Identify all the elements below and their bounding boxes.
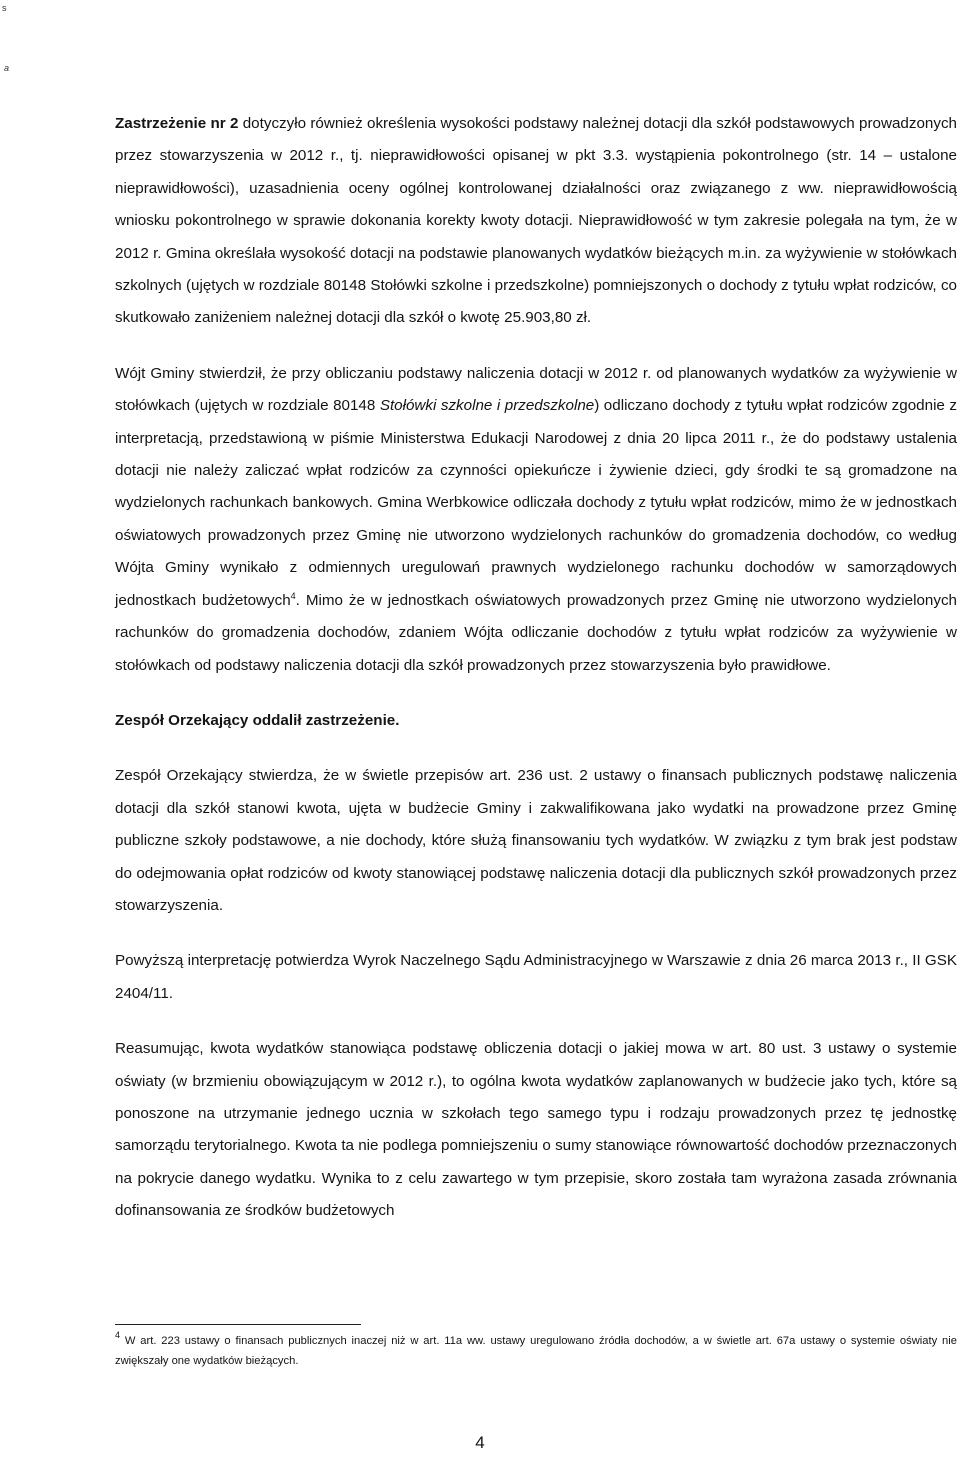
chapter-name: Stołówki szkolne i przedszkolne <box>379 397 595 415</box>
footnote-number: 4 <box>115 1330 121 1340</box>
footnote-reference: 4 <box>290 590 296 601</box>
footnote-divider <box>115 1324 361 1325</box>
page-number: 4 <box>475 1433 485 1452</box>
scan-mark: a <box>4 63 10 73</box>
paragraph-summary: Reasumując, kwota wydatków stanowiąca podstawę obliczenia dotacji o jakiej mowa w art. 80 ust. 3 ustawy o systemie oświaty (w brzmieniu obowiązującym w 2012 r.), to ogólna kwota wydatków zaplanowanych w budżecie jako tych, które są ponoszone na utrzymanie jednego ucznia w szkołach tego samego typu i rodzaju prowadzonych przez tę jednostkę samorządu terytorialnego. Kwota ta nie podlega pomniejszeniu o sumy stanowiące równowartość dochodów przeznaczonych na pokrycie danego wydatku. Wynika to z celu zawartego w tym przepisie, skoro została tam wyrażona zasada zrównania dofinansowania ze środków budżetowych <box>115 1040 957 1220</box>
paragraph-text: dotyczyło również określenia wysokości podstawy należnej dotacji dla szkół podstawowych prowadzonych przez stowarzyszenia w 2012 r., tj. nieprawidłowości opisanej w pkt 3.3. wystąpienia pokontrolnego (str. 14 – ustalone nieprawidłowości), uzasadnienia oceny ogólnej kontrolowanej działalności oraz związanego z ww. nieprawidłowością wniosku pokontrolnego w sprawie dokonania korekty kwoty dotacji. Nieprawidłowość w tym zakresie polegała na tym, że w 2012 r. Gmina określała wysokość dotacji na podstawie planowanych wydatków bieżących m.in. za wyżywienie w stołówkach szkolnych (ujętych w rozdziale 80148 Stołówki szkolne i przedszkolne) pomniejszonych o dochody z tytułu wpłat rodziców, co skutkowało zaniżeniem należnej dotacji dla szkół o kwotę 25.903,80 zł. <box>115 115 957 327</box>
objection-heading: Zastrzeżenie nr 2 <box>115 115 239 132</box>
paragraph-text: Wójt Gminy stwierdził, że przy obliczaniu podstawy naliczenia dotacji w 2012 r. od planowanych wydatków za wyżywienie w stołówkach (ujętych w rozdziale 80148 <box>115 364 957 415</box>
paragraph-mayor-statement <box>115 358 957 682</box>
footnote <box>115 1331 957 1371</box>
body-text <box>115 108 957 1228</box>
paragraph-panel-finding: Zespół Orzekający stwierdza, że w świetle przepisów art. 236 ust. 2 ustawy o finansach publicznych podstawę naliczenia dotacji dla szkół stanowi kwota, ujęta w budżecie Gminy i zakwalifikowana jako wydatki na prowadzone przez Gminę publiczne szkoły podstawowe, a nie dochody, które służą finansowaniu tych wydatków. W związku z tym brak jest podstaw do odejmowania opłat rodziców od kwoty stanowiącej podstawę naliczenia dotacji dla publicznych szkół prowadzonych przez stowarzyszenia. <box>115 767 957 914</box>
paragraph-text: ) odliczano dochody z tytułu wpłat rodziców zgodnie z interpretacją, przedstawioną w piśmie Ministerstwa Edukacji Narodowej z dnia 20 lipca 2011 r., że do podstawy ustalenia dotacji nie należy zaliczać wpłat rodziców za czynności opiekuńcze i żywienie dzieci, gdy środki te są gromadzone na wydzielonych rachunkach bankowych. Gmina Werbkowice odliczała dochody z tytułu wpłat rodziców, mimo że w jednostkach oświatowych prowadzonych przez Gminę nie utworzono wydzielonych rachunków do gromadzenia dochodów, co według Wójta Gminy wynikało z odmiennych uregulowań prawnych wydzielonego rachunku dochodów w samorządowych jednostkach budżetowych <box>115 397 957 609</box>
scan-mark: s <box>2 3 7 13</box>
footnote-text: W art. 223 ustawy o finansach publicznych inaczej niż w art. 11a ww. ustawy uregulowano źródła dochodów, a w świetle art. 67a ustawy o systemie oświaty nie zwiększały one wydatków bieżących. <box>115 1335 957 1367</box>
paragraph-court-ruling: Powyższą interpretację potwierdza Wyrok Naczelnego Sądu Administracyjnego w Warszawie z dnia 26 marca 2013 r., II GSK 2404/11. <box>115 952 957 1002</box>
paragraph-objection-2 <box>115 108 957 335</box>
decision-heading: Zespół Orzekający oddalił zastrzeżenie. <box>115 711 400 729</box>
paragraph-text: . Mimo że w jednostkach oświatowych prowadzonych przez Gminę nie utworzono wydzielonych rachunków do gromadzenia dochodów, zdaniem Wójta odliczanie dochodów z tytułu wpłat rodziców za wyżywienie w stołówkach od podstawy naliczenia dotacji dla szkół prowadzonych przez stowarzyszenia było prawidłowe. <box>115 591 957 674</box>
